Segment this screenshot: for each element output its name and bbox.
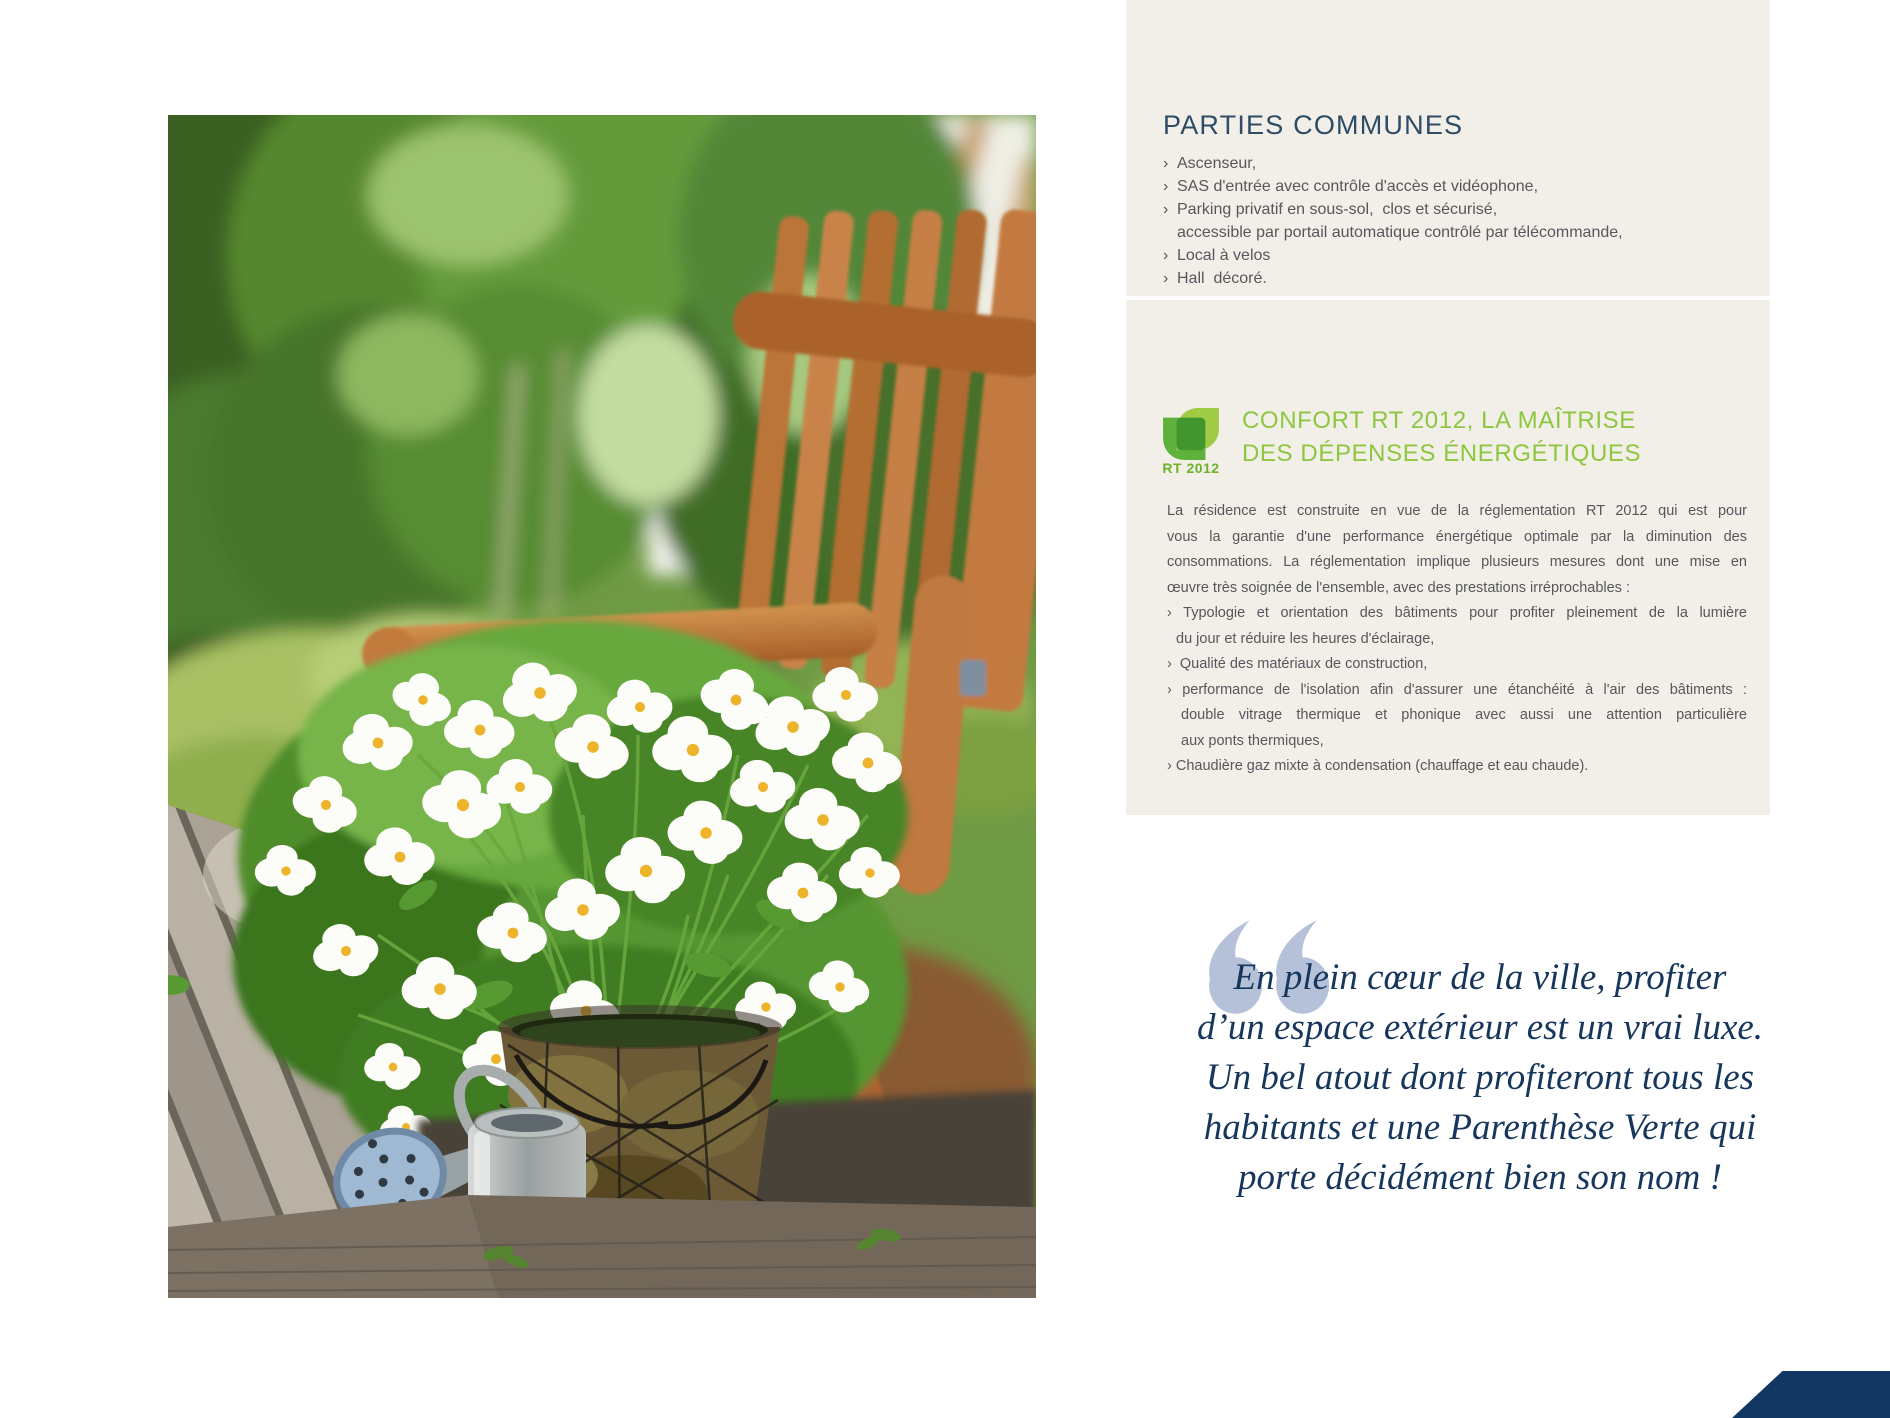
parties-communes-title: PARTIES COMMUNES	[1163, 110, 1464, 140]
list-item	[1163, 175, 1623, 198]
list-item	[1163, 221, 1623, 244]
rt2012-title-line2: DES DÉPENSES ÉNERGÉTIQUES	[1242, 440, 1642, 467]
paragraph-line: › Chaudière gaz mixte à condensation (chauffage et eau chaude).	[1167, 758, 1589, 774]
quote-line: Un bel atout dont profiteront tous les	[1205, 1057, 1755, 1098]
quote-line: d’un espace extérieur est un vrai luxe.	[1196, 1007, 1764, 1048]
rt2012-title-line1: CONFORT RT 2012, LA MAÎTRISE	[1242, 407, 1636, 434]
paragraph-line: consommations. La réglementation implique plusieurs mesures dont une mise en	[1167, 554, 1747, 570]
paragraph-line: La résidence est construite en vue de la réglementation RT 2012 qui est pour	[1167, 503, 1747, 519]
list-item-text: accessible par portail automatique contrôlé par télécommande,	[1177, 224, 1623, 241]
list-marker: ›	[1163, 178, 1169, 195]
quote-line: habitants et une Parenthèse Verte qui	[1203, 1107, 1757, 1148]
list-item	[1163, 152, 1623, 175]
rt2012-logo-label: RT 2012	[1162, 460, 1220, 476]
garden-photo-illustration	[168, 115, 1036, 1298]
parties-communes-section	[1126, 0, 1770, 296]
list-item-text: Local à velos	[1177, 247, 1271, 264]
list-marker: ›	[1163, 270, 1169, 287]
list-marker: ›	[1163, 155, 1169, 172]
quote-line: porte décidément bien son nom !	[1238, 1157, 1722, 1198]
paragraph-line: › Typologie et orientation des bâtiments pour profiter pleinement de la lumière	[1167, 605, 1747, 621]
quote-block	[1140, 895, 1820, 1203]
list-item-text: Hall décoré.	[1177, 270, 1267, 287]
garden-photo	[168, 115, 1036, 1298]
list-item	[1163, 267, 1623, 290]
paragraph-line: double vitrage thermique et phonique avec aussi une attention particulière	[1181, 707, 1747, 723]
paragraph-line: œuvre très soignée de l'ensemble, avec des prestations irréprochables :	[1167, 579, 1630, 596]
list-item-text: SAS d'entrée avec contrôle d'accès et vidéophone,	[1177, 178, 1539, 195]
paragraph-line: vous la garantie d'une performance énergétique optimale par la diminution des	[1167, 528, 1747, 545]
list-item	[1163, 244, 1623, 267]
quote-text	[1140, 895, 1820, 1203]
rt2012-title	[1242, 404, 1641, 470]
paragraph-line: aux ponts thermiques,	[1181, 732, 1324, 749]
rt2012-leaf-icon	[1162, 408, 1220, 460]
list-marker	[1163, 221, 1177, 244]
quote-line: En plein cœur de la ville, profiter	[1233, 957, 1727, 998]
rt2012-paragraph	[1167, 499, 1747, 780]
paragraph-line: du jour et réduire les heures d'éclairage,	[1176, 630, 1435, 647]
list-marker: ›	[1163, 247, 1169, 264]
list-item	[1163, 198, 1623, 221]
list-item-text: Ascenseur,	[1177, 155, 1257, 172]
list-item-text: Parking privatif en sous-sol, clos et sécurisé,	[1177, 201, 1498, 218]
rt2012-section	[1126, 300, 1770, 815]
corner-accent	[1732, 1371, 1890, 1418]
parties-communes-list	[1163, 152, 1623, 290]
paragraph-line: › performance de l'isolation afin d'assurer une étanchéité à l'air des bâtiments :	[1167, 681, 1747, 698]
list-marker: ›	[1163, 201, 1169, 218]
paragraph-line: › Qualité des matériaux de construction,	[1167, 656, 1428, 672]
